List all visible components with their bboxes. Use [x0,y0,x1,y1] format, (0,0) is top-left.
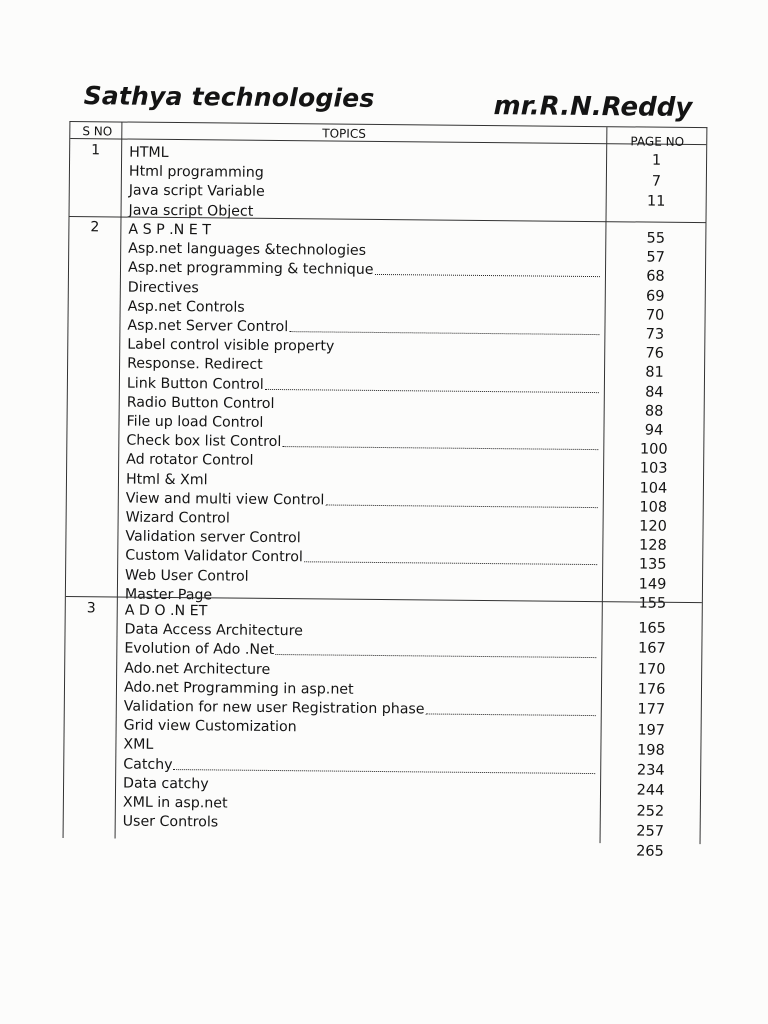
page-number: 11 [646,193,666,210]
page-number: 265 [636,843,664,861]
column-header-page: PAGE NO [630,134,685,149]
topic-label: File up load Control [126,413,264,431]
page-number: 70 [645,307,665,324]
contents-table [63,121,708,861]
page-number: 167 [637,640,666,658]
topic-label: Java script Variable [128,182,265,201]
topic-label: Evolution of Ado .Net [124,640,275,659]
topic-label: A S P .N E T [128,221,212,239]
page-number: 73 [645,326,665,343]
dot-leader [275,654,596,658]
topic-label: Validation server Control [125,528,301,547]
topic-label: Link Button Control [126,375,264,393]
page-number: 1 [651,152,662,169]
author-heading: mr.R.N.Reddy [493,91,693,123]
page-number: 252 [636,803,665,820]
page-number: 170 [637,661,666,678]
topic-label: Data catchy [122,775,209,793]
dot-leader [426,713,596,716]
topic-label: Java script Object [128,202,254,220]
section-number: 3 [86,600,96,617]
page-number: 128 [638,537,667,554]
topic-label: Web User Control [124,567,249,585]
column-header-topics: TOPICS [322,126,366,141]
topic-label: Html & Xml [125,471,208,488]
page-number: 257 [636,823,665,840]
topic-label: Radio Button Control [126,394,275,412]
topic-label: HTML [129,144,169,161]
dot-leader [375,274,600,277]
page-number: 68 [646,268,665,286]
dot-leader [289,331,599,335]
page-number: 165 [638,620,667,637]
page-number: 120 [639,518,667,535]
topic-label: Html programming [128,163,264,182]
page-number: 234 [636,762,665,779]
page-number: 69 [645,288,665,305]
topic-label: View and multi view Control [125,490,325,509]
topic-label: Label control visible property [127,336,335,355]
dot-leader [265,388,599,392]
page-number: 177 [637,701,666,718]
topic-label: Data Access Architecture [124,621,303,640]
page-number: 176 [637,681,666,698]
topic-label: Asp.net languages &technologies [128,240,367,260]
topic-label: Asp.net Controls [127,298,245,316]
topic-label: Asp.net programming & technique [127,259,374,279]
section-number: 1 [91,142,101,159]
topic-label: Ado.net Programming in asp.net [123,679,354,698]
topic-label: XML in asp.net [122,794,228,812]
dot-leader [174,769,596,774]
topic-label: XML [123,736,154,754]
topic-label: A D O .N ET [124,602,208,620]
page-number: 76 [645,345,665,362]
column-header-sno: S NO [82,124,113,139]
page-number: 55 [646,230,666,247]
topic-label: Custom Validator Control [125,547,303,566]
topic-label: User Controls [122,813,219,831]
topic-label: Directives [127,279,199,296]
dot-leader [325,504,597,508]
page-number: 7 [651,173,662,190]
topic-entry [123,813,597,836]
page-number: 198 [636,742,665,759]
page-number: 155 [638,595,667,612]
topic-label: Catchy [123,756,173,773]
page-number: 135 [638,556,667,574]
topic-label: Response. Redirect [127,355,263,374]
page-number: 100 [639,441,668,458]
page-number: 149 [638,576,667,593]
page-number: 244 [636,782,665,800]
page-number: 103 [639,460,668,478]
page-number: 108 [639,499,668,516]
topic-label: Check box list Control [126,432,282,451]
topic-label: Master Page [124,586,213,604]
topic-label: Ado.net Architecture [124,660,271,678]
topic-label: Ad rotator Control [126,451,254,470]
dot-leader [282,446,598,450]
page-number: 81 [645,364,664,382]
company-heading: Sathya technologies [83,81,375,113]
section-number: 2 [90,219,100,236]
topic-label: Grid view Customization [123,717,297,736]
dot-leader [304,562,597,566]
page-number: 88 [644,403,664,420]
topic-label: Validation for new user Registration phase [123,698,425,718]
topic-label: Asp.net Server Control [127,317,289,336]
page-number: 197 [637,721,666,739]
topic-label: Wizard Control [125,509,230,527]
page-number: 104 [639,480,668,497]
page-number: 84 [645,384,664,401]
page-number: 57 [646,249,665,266]
page-number: 94 [644,422,664,439]
